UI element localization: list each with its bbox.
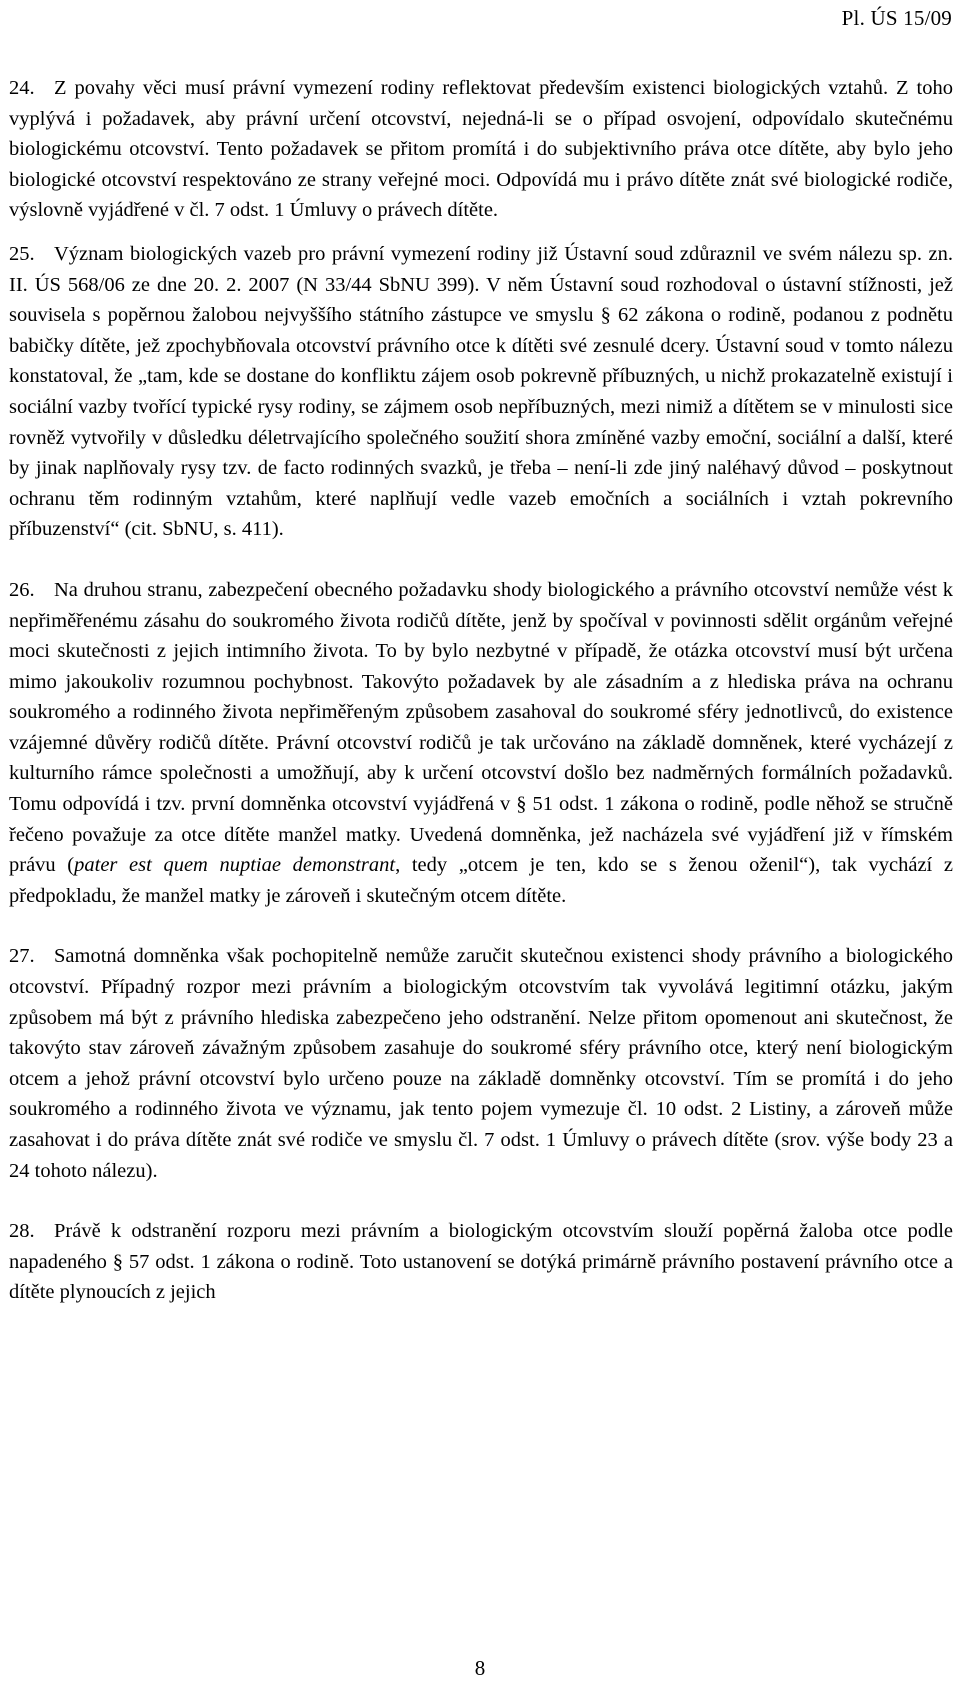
paragraph-text: Samotná domněnka však pochopitelně nemůže zaručit skutečnou existenci shody právního a biologického otcovství. Případný rozpor mezi právním a biologickým otcovstvím tak vyvolává legitimní otázku, jakým způsobem má být z právního hlediska zabezpečeno jeho odstranění. Nelze přitom opomenout ani skutečnost, že takovýto stav zároveň závažným způsobem zasahuje do soukromé sféry právního otce, který není biologickým otcem a jehož právní otcovství bylo určeno pouze na základě domněnky otcovství. Tím se promítá i do jeho soukromého a rodinného života ve významu, jak tento pojem vymezuje čl. 10 odst. 2 Listiny, a zároveň může zasahovat i do práva dítěte znát své rodiče ve smyslu čl. 7 odst. 1 Úmluvy o právech dítěte (srov. výše body 23 a 24 tohoto nálezu). <box>9 945 953 1182</box>
paragraph-27 <box>9 941 953 1186</box>
latin-maxim: pater est quem nuptiae demonstrant <box>74 854 396 877</box>
paragraph-text: Z povahy věci musí právní vymezení rodiny reflektovat především existenci biologických vztahů. Z toho vyplývá i požadavek, aby právní určení otcovství, nejedná-li se o případ osvojení, odpovídalo skutečnému biologickému otcovství. Tento požadavek se přitom promítá i do subjektivního práva otce dítěte, aby bylo jeho biologické otcovství respektováno ze strany veřejné moci. Odpovídá mu i právo dítěte znát své biologické rodiče, výslovně vyjádřené v čl. 7 odst. 1 Úmluvy o právech dítěte. <box>9 77 953 222</box>
paragraph-number: 24. <box>9 77 35 99</box>
paragraph-number: 28. <box>9 1220 35 1243</box>
paragraph-number: 27. <box>9 945 35 968</box>
paragraph-text: Význam biologických vazeb pro právní vymezení rodiny již Ústavní soud zdůraznil ve svém nálezu sp. zn. II. ÚS 568/06 ze dne 20. 2. 2007 (N 33/44 SbNU 399). V něm Ústavní soud rozhodoval o ústavní stížnosti, jež souvisela s popěrnou žalobou nejvyššího státního zástupce ve smyslu § 62 zákona o rodině, podanou z podnětu babičky dítěte, jež zpochybňovala otcovství právního otce k dítěti své zesnulé dcery. Ústavní soud v tomto nálezu konstatoval, že „tam, kde se dostane do konfliktu zájem osob pokrevně příbuzných, u nichž prokazatelně existují i sociální vazby tvořící typické rysy rodiny, se zájmem osob nepříbuzných, mezi nimiž a dítětem se v minulosti sice rovněž vytvořily v důsledku déletrvajícího společného soužití shora zmíněné vazby emoční, sociální a další, které by jinak naplňovaly rysy tzv. de facto rodinných svazků, je třeba – není-li zde jiný naléhavý důvod – poskytnout ochranu těm rodinným vztahům, které naplňují vedle vazeb emočních a sociálních i vztah pokrevního příbuzenství“ (cit. SbNU, s. 411). <box>9 242 953 541</box>
paragraph-text: Právě k odstranění rozporu mezi právním a biologickým otcovstvím slouží popěrná žaloba otce podle napadeného § 57 odst. 1 zákona o rodině. Toto ustanovení se dotýká primárně právního postavení právního otce a dítěte plynoucích z jejich <box>9 1220 953 1304</box>
paragraph-26 <box>9 575 953 912</box>
paragraph-text-continued: , tedy „otcem je ten, kdo se s ženou oženil“), tak vychází z předpokladu, že manžel matky je zároveň i skutečným otcem dítěte. <box>9 854 953 907</box>
paragraph-text: Na druhou stranu, zabezpečení obecného požadavku shody biologického a právního otcovství nemůže vést k nepřiměřenému zásahu do soukromého života rodičů dítěte, jenž by spočíval v povinnosti sdělit orgánům veřejné moci skutečnosti z jejich intimního života. To by bylo nezbytné v případě, že otázka otcovství musí být určena mimo jakoukoliv rozumnou pochybnost. Takovýto požadavek by ale zásadním a z hlediska práva na ochranu soukromého a rodinného života nepřiměřeným způsobem zasahoval do soukromé sféry jednotlivců, do existence vzájemné důvěry rodičů dítěte. Právní otcovství rodičů je tak určováno na základě domněnek, které vycházejí z kulturního rámce společnosti a umožňují, aby k určení otcovství došlo bez nadměrných formálních požadavků. Tomu odpovídá i tzv. první domněnka otcovství vyjádřená v § 51 odst. 1 zákona o rodině, podle něhož se stručně řečeno považuje za otce dítěte manžel matky. Uvedená domněnka, jež nacházela své vyjádření již v římském právu ( <box>9 578 953 877</box>
paragraph-25 <box>9 239 953 545</box>
paragraph-28 <box>9 1216 953 1308</box>
paragraph-24 <box>9 73 953 226</box>
case-reference: Pl. ÚS 15/09 <box>841 6 952 30</box>
paragraph-number: 26. <box>9 578 35 601</box>
page-number: 8 <box>474 1656 486 1680</box>
paragraph-number: 25. <box>9 242 35 265</box>
document-body <box>9 73 953 1308</box>
